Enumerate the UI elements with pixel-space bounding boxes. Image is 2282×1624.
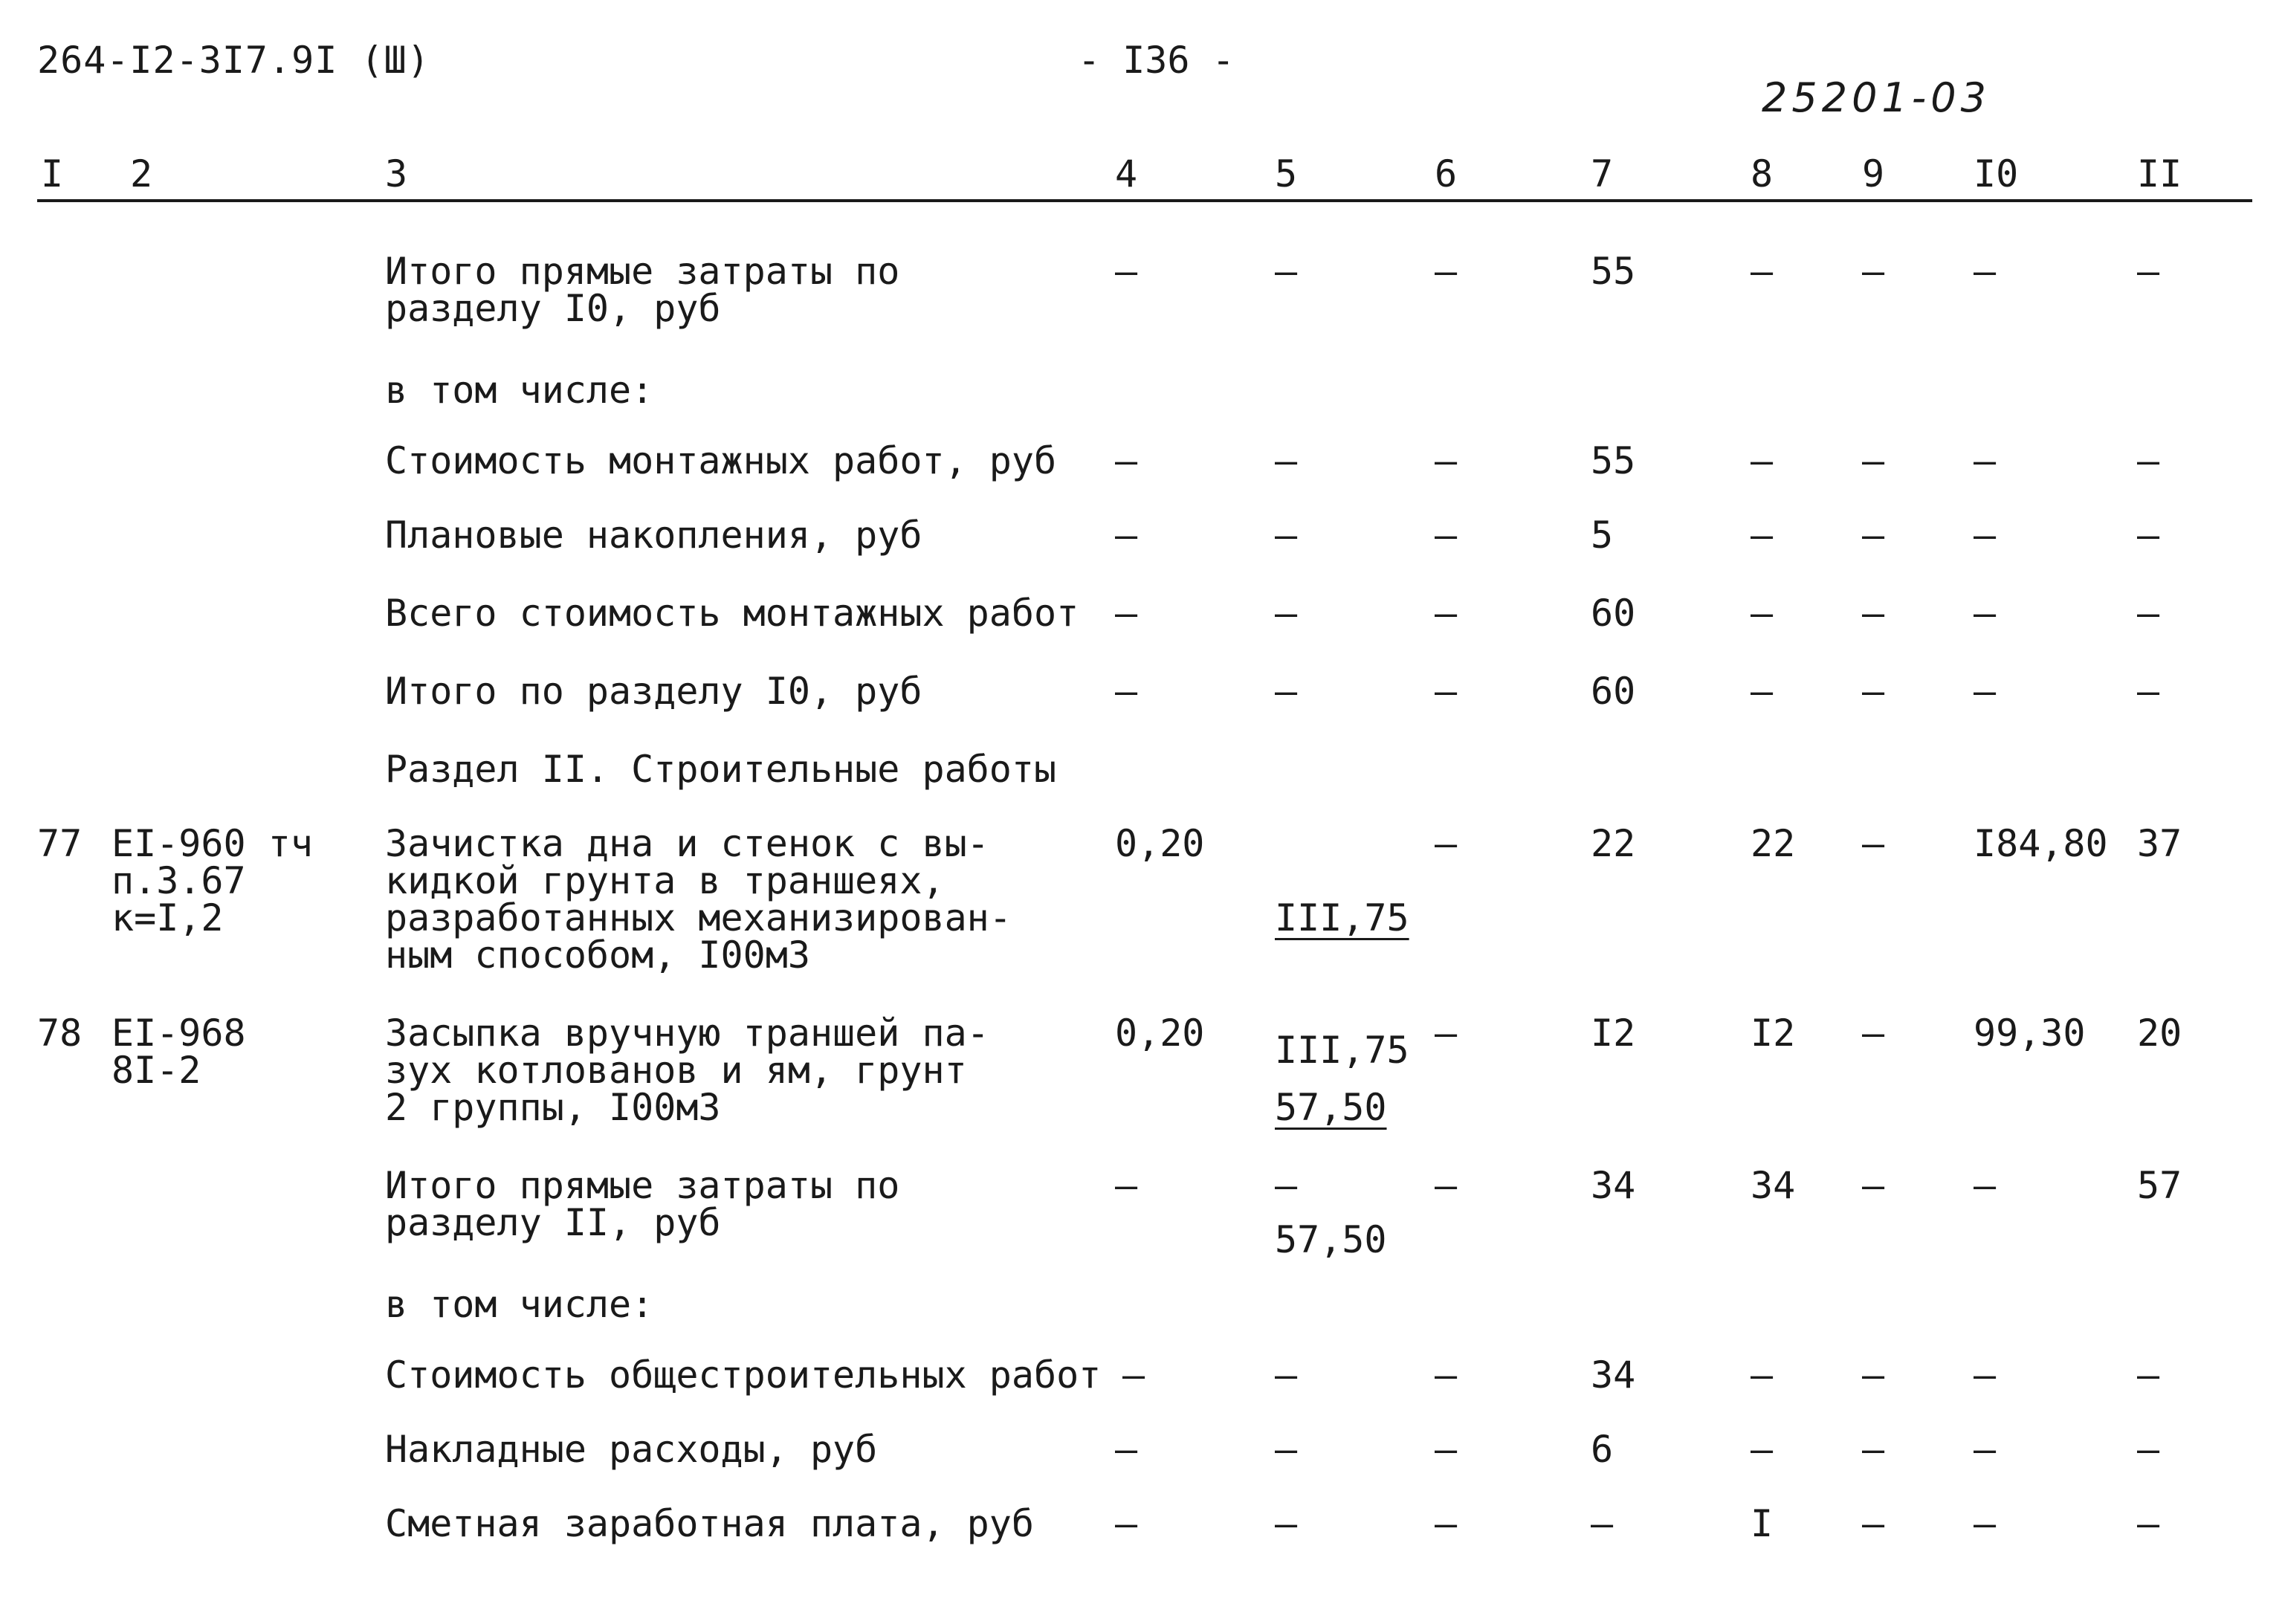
column-header: 5 (1275, 152, 1298, 195)
column-header: 3 (385, 152, 408, 195)
fraction-denominator: III,75 (1275, 1029, 1409, 1072)
cell-col10: – (1974, 1164, 1997, 1207)
cell-col5: – (1275, 250, 1298, 293)
cell-col10: – (1974, 250, 1997, 293)
cell-col9: – (1862, 250, 1885, 293)
cell-col5: – (1275, 592, 1298, 635)
cell-col10: I84,80 (1974, 822, 2108, 865)
cell-col8: – (1751, 1428, 1774, 1471)
cell-col9: – (1862, 1012, 1885, 1055)
cell-col10: – (1974, 670, 1997, 713)
column-header: 7 (1591, 152, 1614, 195)
cell-col4: 0,20 (1115, 822, 1205, 865)
cell-col8: – (1751, 1353, 1774, 1397)
cell-col7: 5 (1591, 514, 1614, 557)
cell-col10: – (1974, 514, 1997, 557)
row-number: 78 (37, 1012, 83, 1055)
row-description: в том числе: (385, 369, 654, 412)
cell-col6: – (1435, 1502, 1458, 1545)
cell-col5: – (1275, 1502, 1298, 1545)
cell-col9: – (1862, 1502, 1885, 1545)
rate-code: EI-968 8I-2 (111, 1012, 246, 1092)
cell-col6: – (1435, 592, 1458, 635)
cell-col10: – (1974, 1428, 1997, 1471)
column-header: 6 (1435, 152, 1458, 195)
cell-col6: – (1435, 1164, 1458, 1207)
cell-col4: – (1115, 1502, 1138, 1545)
fraction-denominator: 57,50 (1275, 1218, 1387, 1261)
cell-col4: – (1115, 592, 1138, 635)
cell-col11: 20 (2137, 1012, 2182, 1055)
row-description: Плановые накопления, руб (385, 514, 922, 557)
cell-col11: – (2137, 514, 2160, 557)
row-description: Всего стоимость монтажных работ (385, 592, 1079, 635)
row-description: Стоимость монтажных работ, руб (385, 439, 1057, 482)
fraction-numerator: III,75 (1275, 896, 1409, 939)
page-number: - I36 - (1078, 39, 1235, 82)
cell-col7: 60 (1591, 592, 1636, 635)
cell-col6: – (1435, 670, 1458, 713)
cell-col10: 99,30 (1974, 1012, 2086, 1055)
cell-col10: – (1974, 1502, 1997, 1545)
row-description: Зачистка дна и стенок с вы- кидкой грунта в траншеях, разработанных механизирован- ным способом, I00м3 (385, 822, 1012, 977)
cell-col6: – (1435, 1353, 1458, 1397)
cell-col6: – (1435, 822, 1458, 865)
cell-col11: – (2137, 670, 2160, 713)
cell-col10: – (1974, 1353, 1997, 1397)
cell-col6: – (1435, 1012, 1458, 1055)
cell-col10: – (1974, 592, 1997, 635)
cell-col8: – (1751, 250, 1774, 293)
fraction-numerator: 57,50 (1275, 1086, 1387, 1129)
column-header: 4 (1115, 152, 1138, 195)
column-header: 9 (1862, 152, 1885, 195)
cell-col6: – (1435, 514, 1458, 557)
cell-col11: – (2137, 250, 2160, 293)
cell-col5: – (1275, 1164, 1298, 1207)
cell-col4: – (1115, 670, 1138, 713)
column-header: I0 (1974, 152, 2019, 195)
cell-col9: – (1862, 592, 1885, 635)
row-description: Засыпка вручную траншей па- зух котлованов и ям, грунт 2 группы, I00м3 (385, 1012, 989, 1129)
cell-col5: – (1275, 1428, 1298, 1471)
column-header: I (41, 152, 64, 195)
cell-col8: – (1751, 514, 1774, 557)
column-header: 8 (1751, 152, 1774, 195)
cell-col9: – (1862, 1428, 1885, 1471)
cell-col8: – (1751, 592, 1774, 635)
row-description: Сметная заработная плата, руб (385, 1502, 1034, 1545)
cell-col6: – (1435, 1428, 1458, 1471)
row-description: Итого прямые затраты по разделу II, руб (385, 1164, 900, 1244)
cell-col11: 57 (2137, 1164, 2182, 1207)
column-header: 2 (130, 152, 153, 195)
cell-col8: I (1751, 1502, 1774, 1545)
cell-col6: – (1435, 250, 1458, 293)
section-heading: Раздел II. Строительные работы (385, 748, 1057, 791)
cell-col7: 22 (1591, 822, 1636, 865)
cell-col8: – (1751, 439, 1774, 482)
cell-col7: – (1591, 1502, 1614, 1545)
cell-col9: – (1862, 822, 1885, 865)
cell-col11: – (2137, 1353, 2160, 1397)
row-description: Накладные расходы, руб (385, 1428, 878, 1471)
cell-col4: – (1115, 514, 1138, 557)
cell-col7: 55 (1591, 439, 1636, 482)
header-rule (37, 199, 2252, 202)
cell-col4: – (1115, 1428, 1138, 1471)
cell-col11: – (2137, 1502, 2160, 1545)
row-number: 77 (37, 822, 83, 865)
cell-col11: – (2137, 1428, 2160, 1471)
cell-col4: – (1122, 1353, 1145, 1397)
cell-col8: 22 (1751, 822, 1796, 865)
cell-col11: – (2137, 439, 2160, 482)
cell-col9: – (1862, 439, 1885, 482)
column-header: II (2137, 152, 2182, 195)
cell-col7: 34 (1591, 1353, 1636, 1397)
cell-col4: – (1115, 250, 1138, 293)
cell-col4: 0,20 (1115, 1012, 1205, 1055)
handwritten-stamp: 25201-03 (1762, 74, 1991, 121)
cell-col8: I2 (1751, 1012, 1796, 1055)
cell-col9: – (1862, 1164, 1885, 1207)
cell-col5: – (1275, 670, 1298, 713)
cell-col5-fraction (1275, 1015, 1387, 1295)
cell-col4: – (1115, 1164, 1138, 1207)
cell-col5: – (1275, 439, 1298, 482)
cell-col6: – (1435, 439, 1458, 482)
cell-col11: 37 (2137, 822, 2182, 865)
cell-col8: 34 (1751, 1164, 1796, 1207)
cell-col9: – (1862, 1353, 1885, 1397)
cell-col8: – (1751, 670, 1774, 713)
cell-col10: – (1974, 439, 1997, 482)
cell-col4: – (1115, 439, 1138, 482)
cell-col9: – (1862, 670, 1885, 713)
cell-col7: I2 (1591, 1012, 1636, 1055)
cell-col5: – (1275, 1353, 1298, 1397)
cell-col5: – (1275, 514, 1298, 557)
rate-code: EI-960 тч п.3.67 к=I,2 (111, 822, 313, 939)
row-description: в том числе: (385, 1283, 654, 1326)
row-description: Итого по разделу I0, руб (385, 670, 922, 713)
row-description: Стоимость общестроительных работ (385, 1353, 1102, 1397)
row-description: Итого прямые затраты по разделу I0, руб (385, 250, 900, 330)
cell-col7: 60 (1591, 670, 1636, 713)
cell-col7: 34 (1591, 1164, 1636, 1207)
cell-col9: – (1862, 514, 1885, 557)
cell-col11: – (2137, 592, 2160, 635)
document-code: 264-I2-3I7.9I (Ш) (37, 39, 430, 82)
cell-col7: 55 (1591, 250, 1636, 293)
cell-col7: 6 (1591, 1428, 1614, 1471)
